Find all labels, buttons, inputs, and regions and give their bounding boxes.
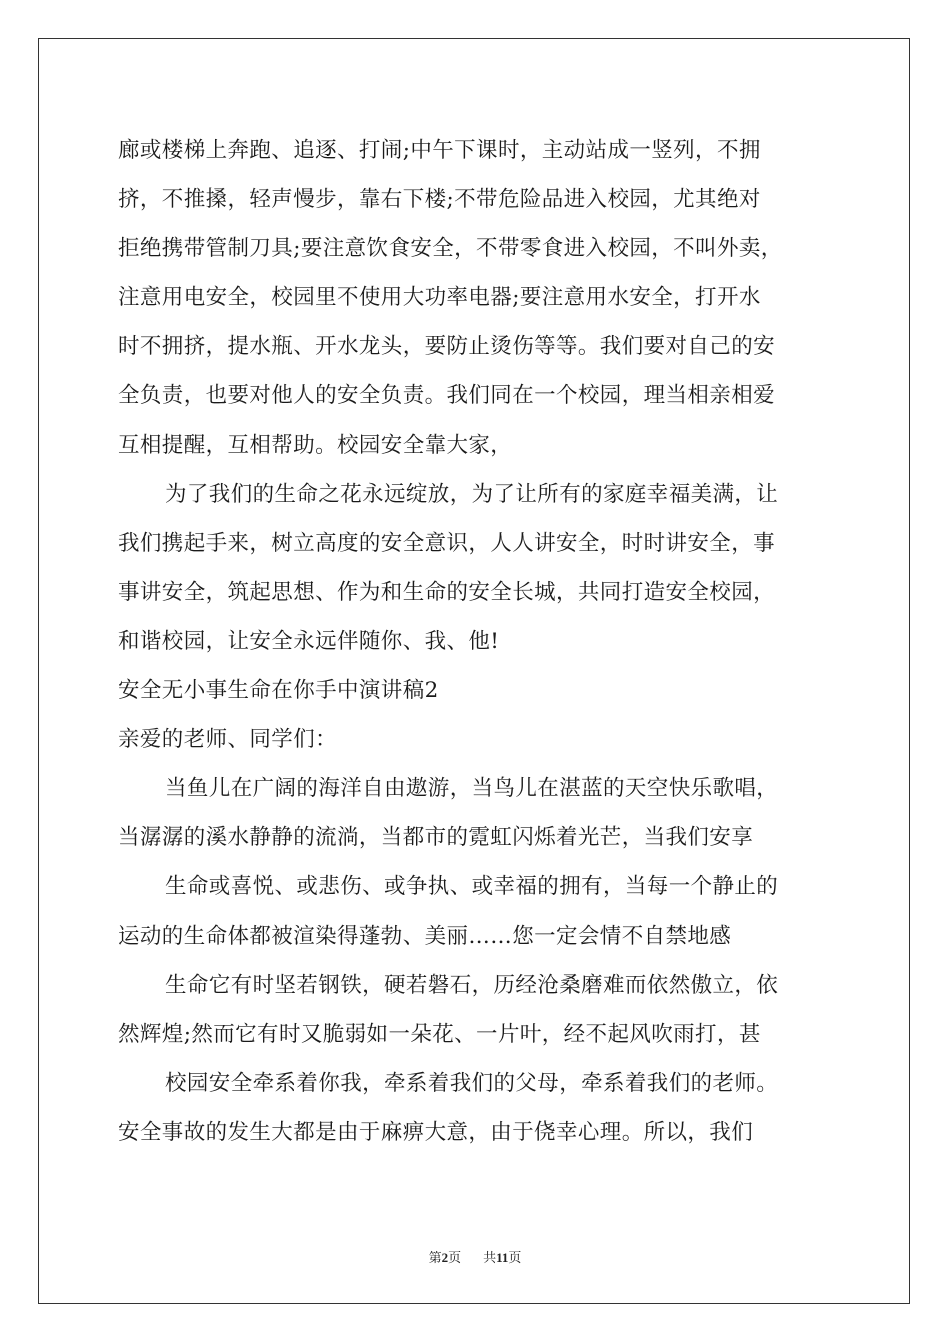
- text-line: 我们携起手来，树立高度的安全意识，人人讲安全，时时讲安全，事: [118, 530, 776, 556]
- text-line: 当潺潺的溪水静静的流淌，当都市的霓虹闪烁着光芒，当我们安享: [118, 825, 754, 851]
- text-line: 注意用电安全，校园里不使用大功率电器;要注意用水安全，打开水: [118, 285, 761, 311]
- paragraph-start-line: 为了我们的生命之花永远绽放，为了让所有的家庭幸福美满，让: [165, 481, 779, 507]
- text-line: 时不拥挤，提水瓶、开水龙头，要防止烫伤等等。我们要对自己的安: [118, 334, 776, 360]
- paragraph-start-line: 校园安全牵系着你我，牵系着我们的父母，牵系着我们的老师。: [165, 1070, 779, 1096]
- page-prefix: 第: [428, 1250, 442, 1265]
- text-line: 互相提醒，互相帮助。校园安全靠大家，: [118, 432, 513, 458]
- text-line: 挤，不推搡，轻声慢步，靠右下楼;不带危险品进入校园，尤其绝对: [118, 187, 761, 213]
- salutation: 亲爱的老师、同学们：: [118, 727, 338, 753]
- text-line: 全负责，也要对他人的安全负责。我们同在一个校园，理当相亲相爱: [118, 383, 776, 409]
- page-suffix: 页: [448, 1250, 462, 1265]
- section-title: 安全无小事生命在你手中演讲稿2: [118, 678, 439, 704]
- paragraph-start-line: 当鱼儿在广阔的海洋自由遨游，当鸟儿在湛蓝的天空快乐歌唱，: [165, 776, 779, 802]
- text-line: 廊或楼梯上奔跑、追逐、打闹;中午下课时，主动站成一竖列，不拥: [118, 138, 761, 163]
- paragraph-start-line: 生命或喜悦、或悲伤、或争执、或幸福的拥有，当每一个静止的: [165, 874, 779, 900]
- total-suffix: 页: [508, 1250, 522, 1265]
- text-line: 然辉煌;然而它有时又脆弱如一朵花、一片叶，经不起风吹雨打，甚: [118, 1021, 761, 1047]
- text-line: 安全事故的发生大都是由于麻痹大意，由于侥幸心理。所以，我们: [118, 1119, 754, 1145]
- text-line: 事讲安全，筑起思想、作为和生命的安全长城，共同打造安全校园，: [118, 579, 776, 605]
- document-body: [118, 126, 863, 1157]
- total-pages: 11: [496, 1250, 509, 1265]
- text-line: 和谐校园，让安全永远伴随你、我、他!: [118, 628, 500, 654]
- paragraph-start-line: 生命它有时坚若钢铁，硬若磐石，历经沧桑磨难而依然傲立，依: [165, 972, 779, 998]
- text-line: 拒绝携带管制刀具;要注意饮食安全，不带零食进入校园，不叫外卖，: [118, 236, 783, 262]
- page-number: 2: [441, 1250, 449, 1265]
- page-footer: [0, 1247, 950, 1266]
- total-prefix: 共: [483, 1250, 497, 1265]
- text-line: 运动的生命体都被渲染得蓬勃、美丽……您一定会情不自禁地感: [118, 923, 732, 949]
